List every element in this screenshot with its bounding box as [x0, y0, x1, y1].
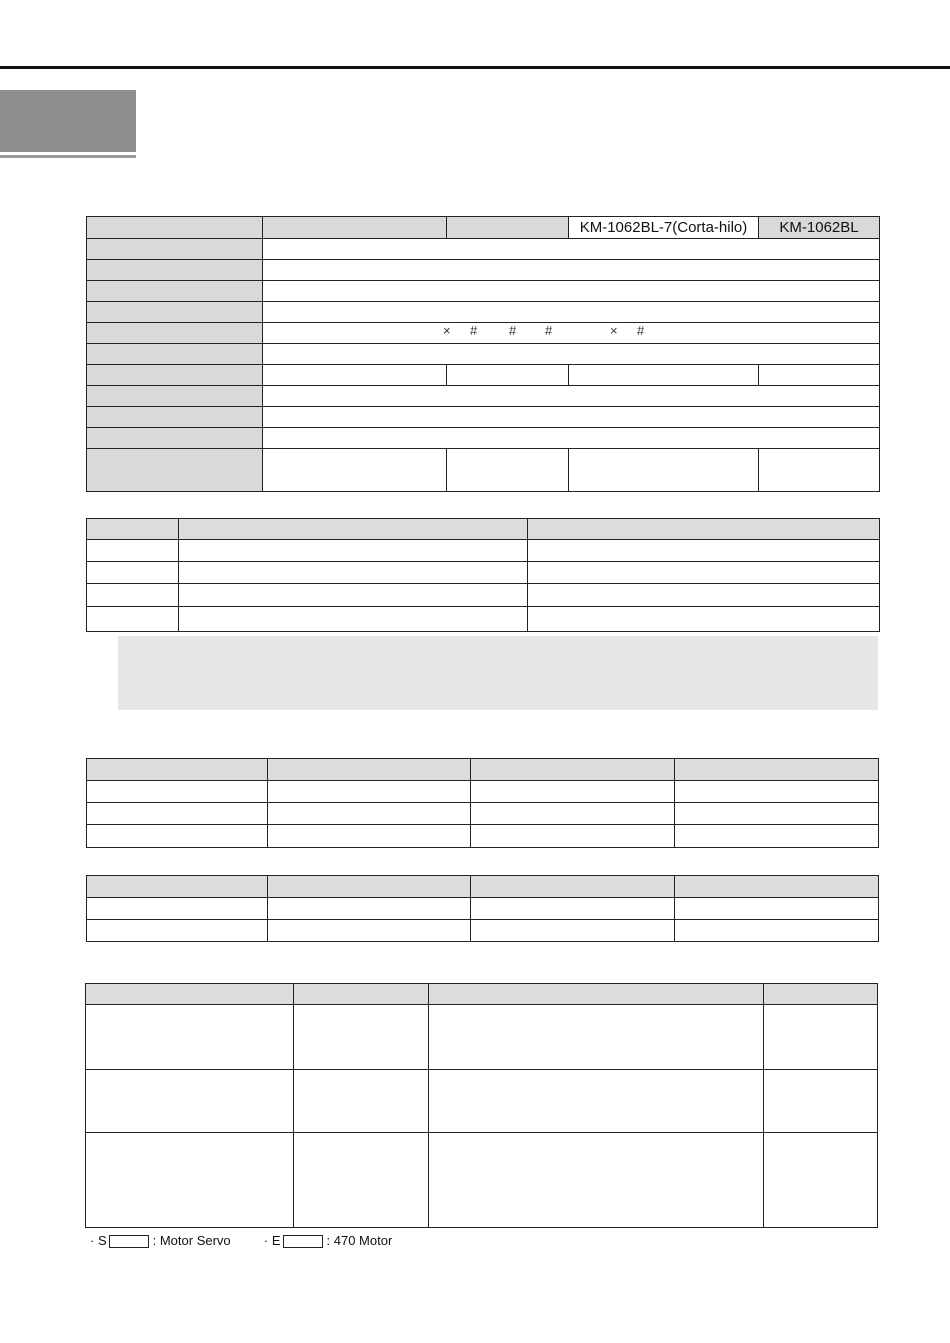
spec-value-cell: [447, 449, 569, 492]
table-header-cell: [429, 984, 764, 1005]
spec-value-cell: [263, 239, 880, 260]
spec-value-cell: [263, 344, 880, 365]
spec-label-cell: [87, 449, 263, 492]
spec-label-cell: [87, 428, 263, 449]
table-header-cell: [294, 984, 429, 1005]
legend-e-prefix: · E: [263, 1233, 281, 1248]
table-header-cell: [471, 759, 675, 781]
spec-value-cell: [263, 365, 447, 386]
spec-symbol-cell: [263, 323, 880, 344]
spec-value-cell: [263, 302, 880, 323]
spec-value-cell: [263, 449, 447, 492]
table-header-cell: [87, 876, 268, 898]
spec-label-cell: [87, 239, 263, 260]
table-header-cell: [86, 984, 294, 1005]
spec-value-cell: [569, 449, 759, 492]
spec-label-cell: [87, 386, 263, 407]
spec-label-cell: [87, 407, 263, 428]
table-header-cell: [471, 876, 675, 898]
table-row: [86, 1070, 878, 1133]
section-marker-underline: [0, 155, 136, 158]
table-row: [87, 803, 879, 825]
section-marker: [0, 90, 136, 152]
hash-symbol: #: [637, 323, 645, 338]
spec-value-cell: [759, 365, 880, 386]
hash-symbol: #: [470, 323, 478, 338]
table-row: [87, 562, 880, 584]
table-3: [86, 758, 879, 848]
spec-label-cell: [87, 344, 263, 365]
table-header-cell: [87, 759, 268, 781]
table-header-cell: [87, 519, 179, 540]
table-row: [87, 825, 879, 848]
legend-s-prefix: · S: [90, 1233, 107, 1248]
model-header-4: KM-1062BL: [759, 217, 880, 239]
spec-value-cell: [569, 365, 759, 386]
table-header-cell: [675, 759, 879, 781]
table-row: [87, 920, 879, 942]
header-rule: [0, 66, 950, 69]
table-row: [86, 1133, 878, 1228]
table-header-cell: [179, 519, 528, 540]
table-row: [87, 584, 880, 607]
spec-value-cell: [263, 386, 880, 407]
spec-value-cell: [759, 449, 880, 492]
legend-e-box: [283, 1235, 323, 1248]
table-5: [85, 983, 878, 1228]
note-box: [118, 636, 878, 710]
spec-label-cell: [87, 365, 263, 386]
table-header-cell: [268, 876, 471, 898]
spec-label-cell: [87, 323, 263, 344]
table-header-cell: [764, 984, 878, 1005]
table-header-cell: [675, 876, 879, 898]
model-header-3: KM-1062BL-7(Corta-hilo): [569, 217, 759, 239]
spec-table: [86, 216, 880, 492]
hash-symbol: #: [509, 323, 517, 338]
model-header-2: [447, 217, 569, 239]
hash-symbol: #: [545, 323, 553, 338]
table-row: [87, 540, 880, 562]
spec-value-cell: [263, 407, 880, 428]
spec-value-cell: [447, 365, 569, 386]
times-symbol: ×: [610, 323, 618, 338]
spec-value-cell: [263, 281, 880, 302]
spec-label-cell: [87, 302, 263, 323]
legend-s-text: : Motor Servo: [152, 1233, 231, 1248]
table-row: [87, 781, 879, 803]
table-2: [86, 518, 880, 632]
spec-label-cell: [87, 217, 263, 239]
spec-label-cell: [87, 260, 263, 281]
legend-s-box: [109, 1235, 149, 1248]
times-symbol: ×: [443, 323, 451, 338]
spec-value-cell: [263, 260, 880, 281]
legend: [90, 1233, 392, 1248]
table-row: [86, 1005, 878, 1070]
spec-value-cell: [263, 428, 880, 449]
table-header-cell: [268, 759, 471, 781]
table-header-cell: [528, 519, 880, 540]
table-row: [87, 607, 880, 632]
legend-e-text: : 470 Motor: [326, 1233, 393, 1248]
table-4: [86, 875, 879, 942]
spec-label-cell: [87, 281, 263, 302]
model-header-1: [263, 217, 447, 239]
table-row: [87, 898, 879, 920]
